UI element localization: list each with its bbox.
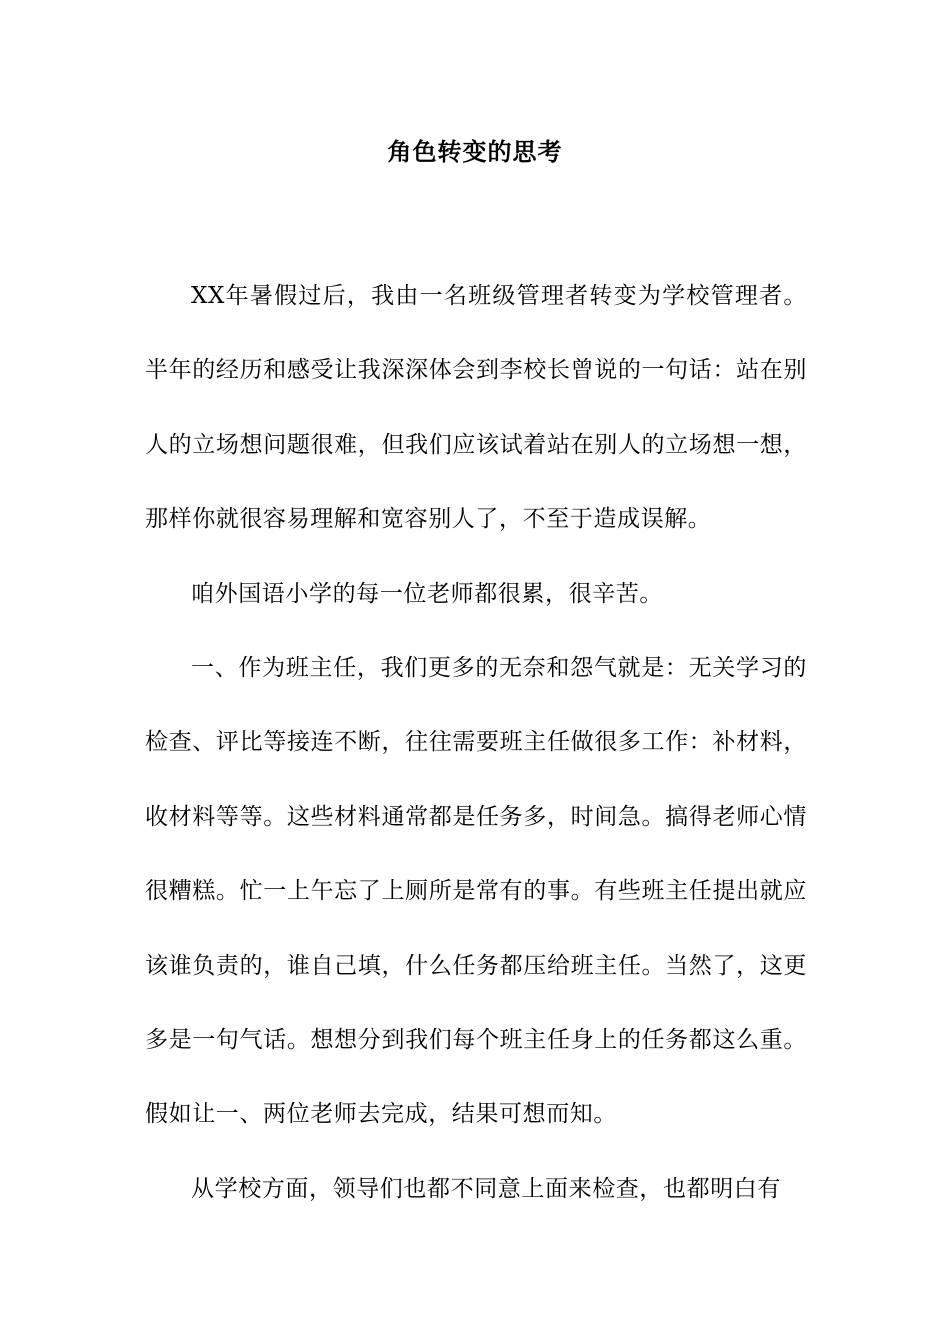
document-title: 角色转变的思考 <box>387 137 563 166</box>
paragraph-2: 咱外国语小学的每一位老师都很累，很辛苦。 <box>191 580 663 607</box>
paragraph-3: 一、作为班主任，我们更多的无奈和怨气就是：无关学习的检查、评比等接连不断，往往需要班主任做很多工作：补材料，收材料等等。这些材料通常都是任务多，时间急。搞得老师心情很糟糕。忙一上午忘了上厕所是常有的事。有些班主任提出就应该谁负责的，谁自己填，什么任务都压给班主任。当然了，这更多是一句气话。想想分到我们每个班主任身上的任务都这么重。假如让一、两位老师去完成，结果可想而知。 <box>145 655 807 1128</box>
paragraph-1: XX年暑假过后，我由一名班级管理者转变为学校管理者。半年的经历和感受让我深深体会到李校长曾说的一句话：站在别人的立场想问题很难，但我们应该试着站在别人的立场想一想，那样你就很容易理解和宽容别人了，不至于造成误解。 <box>145 283 807 533</box>
document-body <box>145 259 807 1226</box>
paragraph-4: 从学校方面，领导们也都不同意上面来检查，也都明白有 <box>191 1175 781 1202</box>
